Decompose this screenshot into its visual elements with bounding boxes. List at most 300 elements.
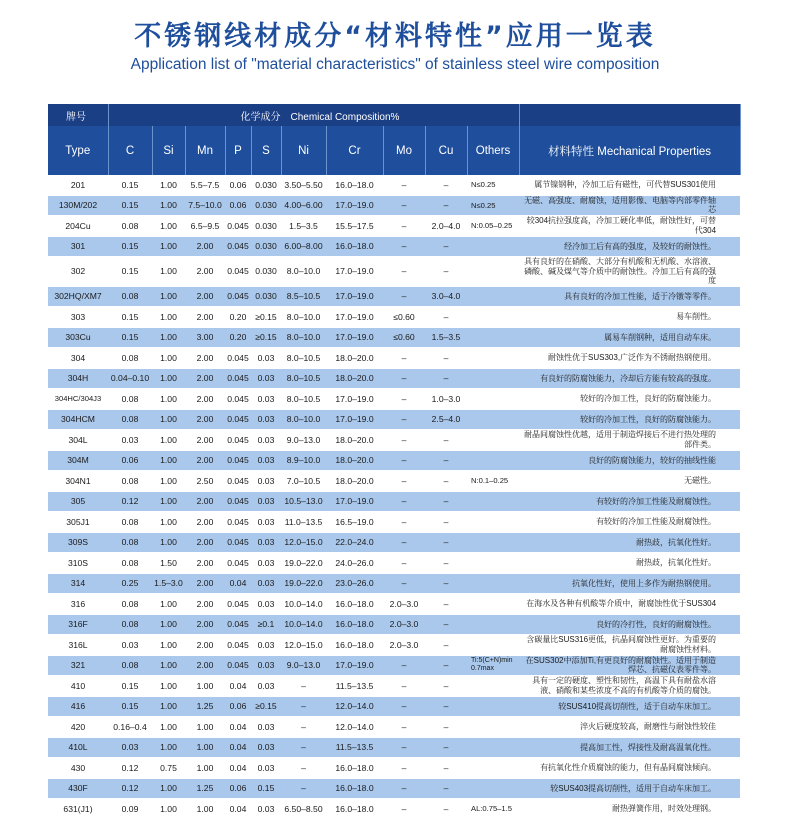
cell-props: 属节镍钢种，冷加工后有磁性，可代替SUS301使用 — [519, 175, 740, 195]
cell-cr: 16.0–18.0 — [326, 758, 383, 779]
cell-si: 1.00 — [152, 655, 185, 676]
table-row — [48, 175, 740, 195]
header-mo: Mo — [383, 126, 425, 175]
header-chemical-composition: 化学成分 Chemical Composition% — [108, 104, 519, 126]
cell-c: 0.15 — [108, 327, 152, 348]
cell-type: 314 — [48, 573, 108, 594]
cell-ni: 9.0–13.0 — [281, 655, 326, 676]
cell-type: 316F — [48, 614, 108, 635]
cell-s: 0.03 — [251, 389, 281, 410]
cell-p: 0.045 — [225, 257, 251, 287]
cell-mo: – — [383, 553, 425, 574]
cell-others: N≤0.25 — [467, 195, 519, 216]
cell-s: 0.03 — [251, 655, 281, 676]
cell-si: 1.00 — [152, 799, 185, 820]
cell-mo: – — [383, 758, 425, 779]
cell-c: 0.08 — [108, 409, 152, 430]
cell-type: 430F — [48, 778, 108, 799]
cell-c: 0.15 — [108, 696, 152, 717]
cell-ni: 8.0–10.0 — [281, 409, 326, 430]
cell-type: 410L — [48, 737, 108, 758]
cell-ni: – — [281, 717, 326, 738]
cell-cu: – — [425, 175, 467, 195]
cell-p: 0.045 — [225, 635, 251, 656]
cell-mo: – — [383, 717, 425, 738]
cell-p: 0.045 — [225, 594, 251, 615]
cell-props: 较SUS403提高切削性，适用于自动车床加工。 — [519, 778, 740, 799]
cell-others — [467, 635, 519, 656]
cell-others — [467, 257, 519, 287]
cell-s: 0.030 — [251, 175, 281, 195]
cell-p: 0.045 — [225, 430, 251, 451]
cell-c: 0.15 — [108, 676, 152, 697]
cell-props: 无磁性。 — [519, 471, 740, 492]
cell-ni: 8.0–10.0 — [281, 307, 326, 328]
cell-cr: 16.0–18.0 — [326, 175, 383, 195]
cell-si: 1.00 — [152, 368, 185, 389]
cell-cr: 16.0–18.0 — [326, 778, 383, 799]
header-blank — [519, 104, 740, 126]
cell-ni: 10.0–14.0 — [281, 594, 326, 615]
cell-si: 1.00 — [152, 491, 185, 512]
cell-cu: – — [425, 348, 467, 369]
cell-props: 有较好的冷加工性能及耐腐蚀性。 — [519, 512, 740, 533]
cell-mn: 2.00 — [185, 389, 225, 410]
cell-mo: – — [383, 737, 425, 758]
cell-type: 304M — [48, 450, 108, 471]
cell-p: 0.06 — [225, 778, 251, 799]
cell-mo: – — [383, 450, 425, 471]
cell-ni: 8.0–10.5 — [281, 389, 326, 410]
cell-cr: 12.0–14.0 — [326, 696, 383, 717]
cell-s: 0.030 — [251, 195, 281, 216]
cell-mo: – — [383, 532, 425, 553]
cell-mn: 2.00 — [185, 368, 225, 389]
cell-props: 耐热弹簧作用，时效处理钢。 — [519, 799, 740, 820]
cell-c: 0.08 — [108, 532, 152, 553]
cell-ni: 1.5–3.5 — [281, 216, 326, 237]
cell-si: 1.00 — [152, 696, 185, 717]
cell-others — [467, 532, 519, 553]
cell-others — [467, 512, 519, 533]
cell-mo: – — [383, 257, 425, 287]
cell-si: 1.00 — [152, 236, 185, 257]
cell-s: 0.03 — [251, 471, 281, 492]
cell-props: 有良好的防腐蚀能力，冷却后方能有较高的强度。 — [519, 368, 740, 389]
cell-c: 0.08 — [108, 655, 152, 676]
cell-s: 0.03 — [251, 368, 281, 389]
cell-cr: 17.0–19.0 — [326, 327, 383, 348]
table-row — [48, 348, 740, 369]
cell-cr: 24.0–26.0 — [326, 553, 383, 574]
table-row — [48, 368, 740, 389]
cell-mn: 2.00 — [185, 348, 225, 369]
cell-mo: – — [383, 471, 425, 492]
cell-cr: 16.0–18.0 — [326, 594, 383, 615]
cell-props: 较SUS410提高切削性，适于自动车床加工。 — [519, 696, 740, 717]
cell-cr: 15.5–17.5 — [326, 216, 383, 237]
cell-cr: 11.5–13.5 — [326, 676, 383, 697]
cell-p: 0.045 — [225, 450, 251, 471]
cell-ni: 8.0–10.5 — [281, 348, 326, 369]
cell-type: 304 — [48, 348, 108, 369]
header-type: Type — [48, 126, 108, 175]
cell-type: 316L — [48, 635, 108, 656]
cell-ni: 19.0–22.0 — [281, 553, 326, 574]
cell-s: 0.03 — [251, 512, 281, 533]
cell-ni: – — [281, 778, 326, 799]
cell-cu: – — [425, 676, 467, 697]
cell-s: 0.03 — [251, 491, 281, 512]
cell-s: 0.03 — [251, 676, 281, 697]
cell-mo: 2.0–3.0 — [383, 594, 425, 615]
cell-cu: – — [425, 655, 467, 676]
cell-type: 416 — [48, 696, 108, 717]
cell-mo: – — [383, 348, 425, 369]
cell-type: 304HCM — [48, 409, 108, 430]
cell-si: 1.00 — [152, 327, 185, 348]
table-row — [48, 307, 740, 328]
cell-others — [467, 758, 519, 779]
cell-mo: – — [383, 778, 425, 799]
cell-mo: – — [383, 430, 425, 451]
cell-mn: 2.00 — [185, 236, 225, 257]
cell-mo: – — [383, 491, 425, 512]
cell-others — [467, 286, 519, 307]
cell-mn: 7.5–10.0 — [185, 195, 225, 216]
cell-c: 0.12 — [108, 758, 152, 779]
cell-cr: 18.0–20.0 — [326, 430, 383, 451]
cell-others — [467, 573, 519, 594]
cell-type: 303 — [48, 307, 108, 328]
cell-cu: 3.0–4.0 — [425, 286, 467, 307]
cell-cr: 16.0–18.0 — [326, 236, 383, 257]
cell-props: 易车削性。 — [519, 307, 740, 328]
cell-others — [467, 307, 519, 328]
cell-ni: 6.00–8.00 — [281, 236, 326, 257]
cell-props: 较好的冷加工性，良好的防腐蚀能力。 — [519, 409, 740, 430]
cell-ni: 12.0–15.0 — [281, 532, 326, 553]
table-row — [48, 450, 740, 471]
cell-c: 0.08 — [108, 614, 152, 635]
cell-c: 0.08 — [108, 553, 152, 574]
table-row — [48, 327, 740, 348]
cell-c: 0.08 — [108, 512, 152, 533]
table-row — [48, 594, 740, 615]
cell-s: 0.030 — [251, 257, 281, 287]
cell-cr: 16.0–18.0 — [326, 614, 383, 635]
cell-mo: ≤0.60 — [383, 307, 425, 328]
cell-mo: – — [383, 216, 425, 237]
cell-others: N≤0.25 — [467, 175, 519, 195]
cell-cu: – — [425, 758, 467, 779]
cell-cr: 17.0–19.0 — [326, 195, 383, 216]
cell-c: 0.25 — [108, 573, 152, 594]
cell-p: 0.045 — [225, 389, 251, 410]
cell-props: 有较好的冷加工性能及耐腐蚀性。 — [519, 491, 740, 512]
cell-p: 0.04 — [225, 717, 251, 738]
cell-type: 310S — [48, 553, 108, 574]
cell-cr: 23.0–26.0 — [326, 573, 383, 594]
cell-mo: 2.0–3.0 — [383, 635, 425, 656]
cell-cu: – — [425, 512, 467, 533]
cell-si: 1.00 — [152, 195, 185, 216]
table-row — [48, 409, 740, 430]
header-si: Si — [152, 126, 185, 175]
cell-type: 309S — [48, 532, 108, 553]
header-brand: 牌号 — [48, 104, 108, 126]
cell-cu: – — [425, 778, 467, 799]
cell-others: AL:0.75–1.5 — [467, 799, 519, 820]
cell-props: 较304抗拉强度高，冷加工硬化率低，耐蚀性好，可替代304 — [519, 216, 740, 237]
cell-type: 304H — [48, 368, 108, 389]
table-row — [48, 430, 740, 451]
cell-mn: 2.00 — [185, 286, 225, 307]
cell-mn: 5.5–7.5 — [185, 175, 225, 195]
cell-cr: 12.0–14.0 — [326, 717, 383, 738]
composition-table — [48, 104, 741, 820]
cell-mo: – — [383, 655, 425, 676]
cell-mo: – — [383, 236, 425, 257]
cell-props: 提高加工性，焊接性及耐高温氧化性。 — [519, 737, 740, 758]
cell-cr: 16.5–19.0 — [326, 512, 383, 533]
cell-p: 0.06 — [225, 175, 251, 195]
cell-si: 1.00 — [152, 532, 185, 553]
cell-mn: 2.00 — [185, 409, 225, 430]
cell-s: 0.030 — [251, 236, 281, 257]
cell-c: 0.12 — [108, 778, 152, 799]
cell-cr: 11.5–13.5 — [326, 737, 383, 758]
table-row — [48, 614, 740, 635]
cell-si: 1.5–3.0 — [152, 573, 185, 594]
cell-cr: 17.0–19.0 — [326, 307, 383, 328]
cell-s: 0.03 — [251, 737, 281, 758]
cell-mn: 2.50 — [185, 471, 225, 492]
cell-cr: 16.0–18.0 — [326, 635, 383, 656]
cell-others — [467, 409, 519, 430]
cell-p: 0.045 — [225, 236, 251, 257]
cell-s: 0.03 — [251, 450, 281, 471]
cell-cu: – — [425, 450, 467, 471]
cell-type: 321 — [48, 655, 108, 676]
cell-mn: 2.00 — [185, 491, 225, 512]
cell-si: 1.00 — [152, 737, 185, 758]
cell-ni: – — [281, 676, 326, 697]
cell-type: 305J1 — [48, 512, 108, 533]
cell-props: 含碳量比SUS316更低，抗晶间腐蚀性更好。为重要的耐腐蚀性材料。 — [519, 635, 740, 656]
cell-cr: 18.0–20.0 — [326, 368, 383, 389]
cell-ni: 8.0–10.5 — [281, 368, 326, 389]
header-c: C — [108, 126, 152, 175]
cell-cr: 17.0–19.0 — [326, 389, 383, 410]
cell-p: 0.04 — [225, 799, 251, 820]
cell-s: 0.03 — [251, 348, 281, 369]
cell-props: 耐热歧，抗氧化性好。 — [519, 532, 740, 553]
cell-ni: 8.0–10.0 — [281, 257, 326, 287]
cell-props: 耐蚀性优于SUS303,广泛作为不锈耐热钢使用。 — [519, 348, 740, 369]
cell-props: 良好的防腐蚀能力，较好的抽线性能 — [519, 450, 740, 471]
table-row — [48, 471, 740, 492]
cell-ni: 3.50–5.50 — [281, 175, 326, 195]
table-row — [48, 737, 740, 758]
cell-cu: – — [425, 635, 467, 656]
cell-p: 0.04 — [225, 758, 251, 779]
cell-type: 316 — [48, 594, 108, 615]
header-ni: Ni — [281, 126, 326, 175]
cell-cu: – — [425, 532, 467, 553]
cell-type: 303Cu — [48, 327, 108, 348]
cell-s: ≥0.15 — [251, 327, 281, 348]
cell-ni: – — [281, 696, 326, 717]
cell-ni: 12.0–15.0 — [281, 635, 326, 656]
cell-props: 无磁、高强度、耐腐蚀，适用影像、电脑等内部零件轴芯 — [519, 195, 740, 216]
cell-p: 0.04 — [225, 573, 251, 594]
cell-s: 0.03 — [251, 594, 281, 615]
cell-c: 0.06 — [108, 450, 152, 471]
table-row — [48, 491, 740, 512]
cell-cu: – — [425, 368, 467, 389]
cell-s: 0.03 — [251, 635, 281, 656]
cell-mo: 2.0–3.0 — [383, 614, 425, 635]
cell-mn: 2.00 — [185, 307, 225, 328]
cell-mo: – — [383, 389, 425, 410]
cell-ni: 10.0–14.0 — [281, 614, 326, 635]
cell-ni: 8.5–10.5 — [281, 286, 326, 307]
cell-cu: – — [425, 236, 467, 257]
cell-mo: – — [383, 573, 425, 594]
cell-s: 0.03 — [251, 430, 281, 451]
cell-cu: – — [425, 553, 467, 574]
cell-ni: 11.0–13.5 — [281, 512, 326, 533]
cell-s: 0.03 — [251, 553, 281, 574]
cell-si: 1.00 — [152, 594, 185, 615]
cell-ni: 8.9–10.0 — [281, 450, 326, 471]
cell-mn: 6.5–9.5 — [185, 216, 225, 237]
cell-s: ≥0.1 — [251, 614, 281, 635]
table-row — [48, 573, 740, 594]
header-cu: Cu — [425, 126, 467, 175]
header-mn: Mn — [185, 126, 225, 175]
cell-props: 属易车削钢种，适用自动车床。 — [519, 327, 740, 348]
cell-s: 0.03 — [251, 532, 281, 553]
cell-props: 抗氧化性好，使用上多作为耐热钢使用。 — [519, 573, 740, 594]
cell-p: 0.04 — [225, 676, 251, 697]
cell-cr: 16.0–18.0 — [326, 799, 383, 820]
cell-c: 0.08 — [108, 216, 152, 237]
cell-si: 1.00 — [152, 430, 185, 451]
cell-c: 0.08 — [108, 286, 152, 307]
cell-mn: 2.00 — [185, 635, 225, 656]
cell-c: 0.09 — [108, 799, 152, 820]
cell-cr: 22.0–24.0 — [326, 532, 383, 553]
header-properties: 材料特性 Mechanical Properties — [519, 126, 740, 175]
cell-si: 1.00 — [152, 409, 185, 430]
cell-mo: – — [383, 409, 425, 430]
cell-s: 0.03 — [251, 573, 281, 594]
cell-mn: 2.00 — [185, 450, 225, 471]
cell-si: 1.00 — [152, 512, 185, 533]
cell-si: 1.00 — [152, 216, 185, 237]
cell-props: 良好的冷打性，良好的耐腐蚀性。 — [519, 614, 740, 635]
cell-p: 0.045 — [225, 553, 251, 574]
cell-c: 0.16–0.4 — [108, 717, 152, 738]
cell-s: ≥0.15 — [251, 696, 281, 717]
cell-p: 0.045 — [225, 286, 251, 307]
cell-mo: – — [383, 368, 425, 389]
cell-ni: – — [281, 758, 326, 779]
cell-cu: – — [425, 430, 467, 451]
cell-others — [467, 778, 519, 799]
page-title-en: Application list of "material characteristics" of stainless steel wire composition — [130, 56, 660, 73]
cell-ni: 8.0–10.0 — [281, 327, 326, 348]
cell-c: 0.08 — [108, 471, 152, 492]
cell-type: 204Cu — [48, 216, 108, 237]
cell-c: 0.03 — [108, 635, 152, 656]
cell-others — [467, 737, 519, 758]
cell-others — [467, 389, 519, 410]
table-row — [48, 286, 740, 307]
cell-mn: 2.00 — [185, 573, 225, 594]
cell-cu: – — [425, 307, 467, 328]
table-row — [48, 799, 740, 820]
cell-others: N:0.1–0.25 — [467, 471, 519, 492]
cell-mo: – — [383, 676, 425, 697]
cell-props: 淬火后硬度较高，耐磨性与耐蚀性较佳 — [519, 717, 740, 738]
table-row — [48, 553, 740, 574]
header-cr: Cr — [326, 126, 383, 175]
table-row — [48, 216, 740, 237]
cell-others — [467, 717, 519, 738]
cell-si: 1.00 — [152, 471, 185, 492]
cell-mo: – — [383, 286, 425, 307]
cell-ni: 6.50–8.50 — [281, 799, 326, 820]
cell-p: 0.20 — [225, 307, 251, 328]
cell-ni: – — [281, 737, 326, 758]
cell-si: 1.00 — [152, 348, 185, 369]
table-row — [48, 696, 740, 717]
cell-mo: – — [383, 175, 425, 195]
cell-type: 410 — [48, 676, 108, 697]
cell-others — [467, 696, 519, 717]
cell-others — [467, 348, 519, 369]
table-row — [48, 635, 740, 656]
cell-c: 0.15 — [108, 257, 152, 287]
cell-type: 304N1 — [48, 471, 108, 492]
cell-ni: 10.5–13.0 — [281, 491, 326, 512]
cell-p: 0.045 — [225, 512, 251, 533]
cell-cu: – — [425, 799, 467, 820]
cell-cu: – — [425, 614, 467, 635]
cell-s: 0.15 — [251, 778, 281, 799]
cell-mn: 1.00 — [185, 676, 225, 697]
cell-type: 430 — [48, 758, 108, 779]
cell-p: 0.045 — [225, 655, 251, 676]
cell-cr: 18.0–20.0 — [326, 450, 383, 471]
cell-mn: 2.00 — [185, 655, 225, 676]
cell-c: 0.04–0.10 — [108, 368, 152, 389]
cell-mo: – — [383, 799, 425, 820]
cell-p: 0.045 — [225, 471, 251, 492]
cell-p: 0.045 — [225, 532, 251, 553]
cell-props: 经冷加工后有高的强度，及较好的耐蚀性。 — [519, 236, 740, 257]
cell-si: 1.00 — [152, 676, 185, 697]
cell-c: 0.15 — [108, 175, 152, 195]
cell-si: 1.00 — [152, 778, 185, 799]
header-s: S — [251, 126, 281, 175]
cell-si: 1.00 — [152, 614, 185, 635]
cell-c: 0.08 — [108, 389, 152, 410]
cell-c: 0.03 — [108, 430, 152, 451]
